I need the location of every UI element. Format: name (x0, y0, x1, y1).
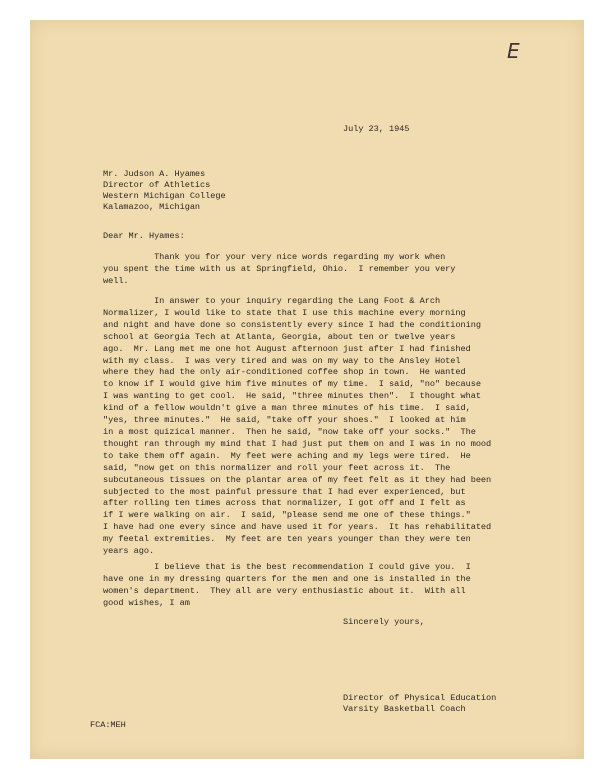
paragraph-line: subjected to the most painful pressure that I had ever experienced, but (103, 486, 466, 497)
recipient-title: Director of Athletics (103, 180, 211, 190)
letter-date: July 23, 1945 (343, 124, 410, 134)
paragraph-line: and night and have done so consistently every since I had the conditioning (103, 319, 481, 330)
recipient-name: Mr. Judson A. Hyames (103, 169, 206, 179)
paragraph-line: subcutaneous tissues on the plantar area of my feet felt as it they had been (103, 474, 492, 485)
paragraph-line: I was wanting to get cool. He said, "three minutes then". I thought what (103, 391, 481, 402)
paragraph-line: said, "now get on this normalizer and roll your feet across it. The (103, 462, 451, 473)
paragraph-line: to know if I would give him five minutes of my time. I said, "no" because (103, 379, 481, 390)
paragraph-line: to take them off again. My feet were aching and my legs were tired. He (103, 450, 471, 461)
paragraph-line: school at Georgia Tech at Atlanta, Georgia, about ten or twelve years (103, 331, 456, 342)
paragraph-line: thought ran through my mind that I had just put them on and I was in no mood (103, 438, 492, 449)
paragraph-line: I believe that is the best recommendation I could give you. I (103, 562, 471, 572)
paragraph-line: kind of a fellow wouldn't give a man three minutes of his time. I said, (103, 403, 471, 414)
signature-title: Director of Physical Education (343, 693, 497, 703)
salutation: Dear Mr. Hyames: (103, 231, 185, 241)
paragraph-line: my feetal extremities. My feet are ten years younger than they were ten (103, 534, 471, 545)
paragraph-line: In answer to your inquiry regarding the Lang Foot & Arch (103, 296, 441, 306)
paragraph-line: have one in my dressing quarters for the men and one is installed in the (103, 573, 471, 584)
paragraph-line: women's department. They all are very enthusiastic about it. With all (103, 585, 466, 596)
letter-page (30, 20, 584, 759)
recipient-city: Kalamazoo, Michigan (103, 202, 201, 212)
handwritten-corner-mark: E (507, 39, 520, 63)
paragraph-line: years ago. (103, 546, 155, 557)
paragraph-line: you spent the time with us at Springfield, Ohio. I remember you very (103, 263, 456, 274)
paragraph-line: after rolling ten times across that normalizer, I got off and I felt as (103, 498, 466, 509)
paragraph-line: good wishes, I am (103, 597, 190, 608)
typist-initials: FCA:MEH (90, 720, 126, 730)
paragraph-line: where they had the only air-conditioned coffee shop in town. He wanted (103, 367, 466, 378)
paragraph-line: in a most quizical manner. Then he said, "now take off your socks." The (103, 426, 476, 437)
paragraph-line: ago. Mr. Lang met me one hot August afternoon just after I had finished (103, 343, 471, 354)
paragraph-line: "yes, three minutes." He said, "take off your shoes." I looked at him (103, 415, 466, 426)
paragraph-2 (103, 296, 573, 558)
recipient-institution: Western Michigan College (103, 191, 226, 201)
paragraph-line: Thank you for your very nice words regarding my work when (103, 252, 446, 262)
paragraph-line: Normalizer, I would like to state that I use this machine every morning (103, 307, 466, 318)
paragraph-line: I have had one every since and have used it for years. It has rehabilitated (103, 522, 492, 533)
paragraph-line: well. (103, 275, 129, 286)
paragraph-3 (103, 562, 573, 610)
paragraph-line: with my class. I was very tired and was on my way to the Ansley Hotel (103, 355, 461, 366)
signature-subtitle: Varsity Basketball Coach (343, 704, 466, 714)
closing: Sincerely yours, (343, 617, 425, 627)
paragraph-1 (103, 252, 573, 288)
paragraph-line: if I were walking on air. I said, "please send me one of these things." (103, 510, 471, 521)
